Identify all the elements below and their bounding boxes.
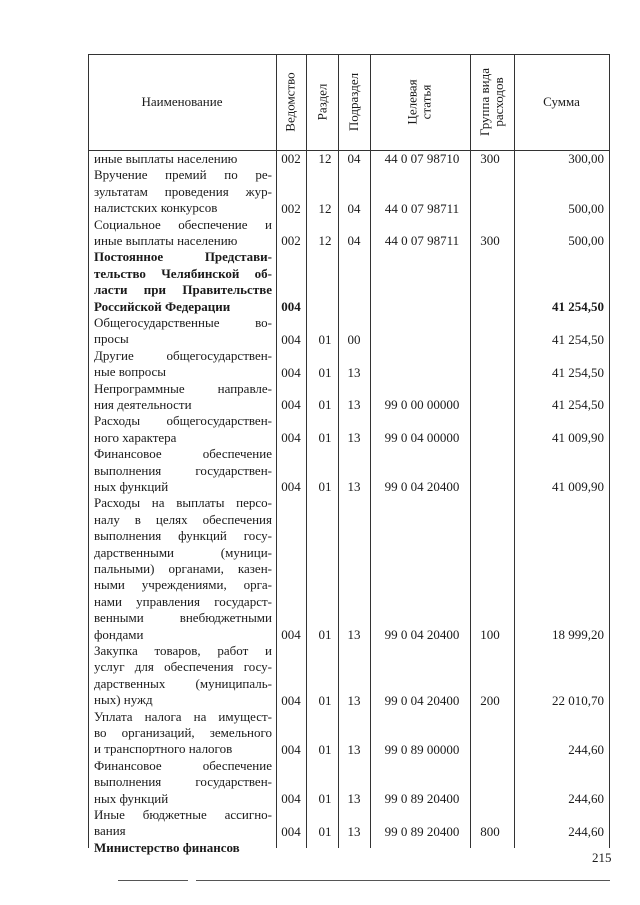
cell-razdel: 01 <box>318 692 332 708</box>
row-name <box>94 758 272 807</box>
cell-ved: 004 <box>281 331 301 347</box>
cell-podrazdel: 13 <box>347 823 361 839</box>
row-name <box>94 840 272 856</box>
cell-razdel: 01 <box>318 364 332 380</box>
cell-ved: 004 <box>281 626 301 642</box>
row-name-line: выполнения функций госу- <box>94 528 272 544</box>
row-name-line: фондами <box>94 626 144 642</box>
header-razdel <box>306 54 338 150</box>
row-name-line: Уплата налога на имущест- <box>94 708 272 724</box>
cell-summa: 41 009,90 <box>552 430 604 446</box>
cell-celevaya: 44 0 07 98711 <box>384 200 460 216</box>
header-gruppa-text <box>478 68 506 136</box>
cell-podrazdel: 13 <box>347 397 361 413</box>
cell-summa: 41 254,50 <box>552 364 604 380</box>
cell-summa: 300,00 <box>568 151 604 167</box>
row-name-line: ные вопросы <box>94 364 167 380</box>
row-name <box>94 348 272 381</box>
header-summa-text: Сумма <box>543 94 580 109</box>
cell-summa: 41 254,50 <box>552 298 604 314</box>
row-name-line: дарственными (муници- <box>94 544 272 560</box>
row-name <box>94 446 272 495</box>
row-name <box>94 807 272 840</box>
cell-podrazdel: 13 <box>347 479 361 495</box>
header-ved <box>276 54 306 150</box>
cell-summa: 41 254,50 <box>552 331 604 347</box>
cell-razdel: 01 <box>318 479 332 495</box>
row-name-line: ния деятельности <box>94 397 192 412</box>
cell-razdel: 01 <box>318 790 332 806</box>
cell-summa: 244,60 <box>568 790 604 806</box>
table-row <box>0 151 640 167</box>
row-name-line: Расходы на выплаты персо- <box>94 495 272 511</box>
cell-ved: 004 <box>281 430 301 446</box>
header-name <box>88 54 276 150</box>
cell-ved: 002 <box>281 151 301 167</box>
cell-ved: 004 <box>281 364 301 380</box>
cell-celevaya: 99 0 04 20400 <box>384 479 460 495</box>
header-summa <box>514 54 609 150</box>
table-row <box>0 840 640 856</box>
cell-ved: 004 <box>281 298 301 314</box>
row-name-line: пальными) органами, казен- <box>94 561 272 577</box>
cell-razdel: 01 <box>318 626 332 642</box>
cell-celevaya: 99 0 04 00000 <box>384 430 460 446</box>
table-row <box>0 643 640 709</box>
header-name-text: Наименование <box>141 94 223 109</box>
cell-podrazdel: 13 <box>347 626 361 642</box>
cell-ved: 004 <box>281 692 301 708</box>
table-row <box>0 249 640 315</box>
row-name-line: ных функций <box>94 479 169 494</box>
cell-ved: 004 <box>281 823 301 839</box>
table-row <box>0 807 640 840</box>
cell-razdel: 12 <box>318 200 332 216</box>
cell-celevaya: 99 0 89 00000 <box>384 741 460 757</box>
row-name-line: ласти при Правительстве <box>94 282 272 298</box>
cell-summa: 500,00 <box>568 233 604 249</box>
row-name-line: Социальное обеспечение и <box>94 216 272 232</box>
cell-celevaya: 99 0 89 20400 <box>384 823 460 839</box>
cell-summa: 41 009,90 <box>552 479 604 495</box>
table-row <box>0 348 640 381</box>
row-name-line: во организаций, земельного <box>94 725 272 740</box>
cell-razdel: 01 <box>318 430 332 446</box>
row-name-line: Постоянное Представи- <box>94 249 272 265</box>
header-celevaya-line-2: статья <box>418 84 434 120</box>
row-name-line: Министерство финансов <box>94 839 240 855</box>
row-name-line: Вручение премий по ре- <box>94 167 272 183</box>
cell-ved: 004 <box>281 397 301 413</box>
row-name-line: налу в целях обеспечения <box>94 511 272 527</box>
cell-gruppa: 800 <box>480 823 500 839</box>
cell-podrazdel: 04 <box>347 200 361 216</box>
cell-ved: 004 <box>281 790 301 806</box>
row-name-line: налистских конкурсов <box>94 200 218 216</box>
row-name-line: ных функций <box>94 790 169 806</box>
row-name-line: Общегосударственные во- <box>94 315 272 330</box>
row-name-line: выполнения государствен- <box>94 774 272 790</box>
cell-gruppa: 200 <box>480 692 500 708</box>
cell-razdel: 01 <box>318 741 332 757</box>
table-row <box>0 167 640 216</box>
row-name-line: ными учреждениями, орга- <box>94 577 272 593</box>
row-name <box>94 381 272 414</box>
row-name-line: и транспортного налогов <box>94 741 233 757</box>
cell-summa: 500,00 <box>568 200 604 216</box>
row-name-line: ного характера <box>94 429 177 445</box>
cell-razdel: 01 <box>318 823 332 839</box>
cell-podrazdel: 13 <box>347 790 361 806</box>
page-number: 215 <box>592 850 612 865</box>
row-name-line: тельство Челябинской об- <box>94 265 272 281</box>
row-name-line: выполнения государствен- <box>94 462 272 478</box>
cell-ved: 004 <box>281 479 301 495</box>
table-row <box>0 709 640 758</box>
row-name-line: иные выплаты населению <box>94 233 238 248</box>
cell-celevaya: 99 0 04 20400 <box>384 626 460 642</box>
row-name-line: Российской Федерации <box>94 298 231 314</box>
row-name <box>94 217 272 250</box>
header-gruppa <box>470 54 514 150</box>
table-row <box>0 758 640 807</box>
row-name-line: вания <box>94 823 126 839</box>
row-name-line: просы <box>94 331 129 347</box>
table-row <box>0 413 640 446</box>
cell-summa: 22 010,70 <box>552 692 604 708</box>
cell-podrazdel: 13 <box>347 741 361 757</box>
cell-razdel: 12 <box>318 151 332 167</box>
row-name-line: зультатам проведения жур- <box>94 183 272 199</box>
header-podrazdel <box>338 54 370 150</box>
cell-podrazdel: 13 <box>347 692 361 708</box>
cell-celevaya: 44 0 07 98711 <box>384 233 460 249</box>
row-name-line: услуг для обеспечения госу- <box>94 659 272 675</box>
header-celevaya <box>370 54 470 150</box>
cell-celevaya: 44 0 07 98710 <box>384 151 460 167</box>
cell-podrazdel: 04 <box>347 151 361 167</box>
row-name-line: нами управления государст- <box>94 593 272 609</box>
row-name <box>94 315 272 348</box>
table-row <box>0 381 640 414</box>
cell-ved: 002 <box>281 200 301 216</box>
row-name <box>94 167 272 216</box>
table-row <box>0 217 640 250</box>
table-row <box>0 495 640 643</box>
row-name-line: венными внебюджетными <box>94 610 272 626</box>
cell-gruppa: 100 <box>480 626 500 642</box>
header-razdel-text: Раздел <box>314 83 329 121</box>
row-name-line: Непрограммные направле- <box>94 380 272 396</box>
cell-gruppa: 300 <box>480 151 500 167</box>
row-name-line: ных) нужд <box>94 692 153 708</box>
table-row <box>0 446 640 495</box>
row-name-line: Финансовое обеспечение <box>94 757 272 773</box>
header-celevaya-text <box>406 79 434 124</box>
row-name-line: Другие общегосударствен- <box>94 347 272 363</box>
row-name-line: дарственных (муниципаль- <box>94 675 272 691</box>
cell-razdel: 12 <box>318 233 332 249</box>
cell-podrazdel: 13 <box>347 364 361 380</box>
row-name <box>94 643 272 709</box>
cell-celevaya: 99 0 04 20400 <box>384 692 460 708</box>
cell-gruppa: 300 <box>480 233 500 249</box>
cell-summa: 244,60 <box>568 741 604 757</box>
cell-podrazdel: 04 <box>347 233 361 249</box>
cell-summa: 41 254,50 <box>552 397 604 413</box>
cell-razdel: 01 <box>318 331 332 347</box>
cell-podrazdel: 13 <box>347 430 361 446</box>
cell-celevaya: 99 0 00 00000 <box>384 397 460 413</box>
header-ved-text: Ведомство <box>283 72 298 132</box>
row-name-line: Расходы общегосударствен- <box>94 413 272 429</box>
table-row <box>0 315 640 348</box>
cell-ved: 002 <box>281 233 301 249</box>
row-name-line: Иные бюджетные ассигно- <box>94 807 272 822</box>
row-name <box>94 151 272 167</box>
header-gruppa-line-1: Группа вида <box>477 68 493 136</box>
footer-rule <box>118 880 188 881</box>
row-name <box>94 249 272 315</box>
footer-rule-right <box>196 880 610 881</box>
cell-summa: 244,60 <box>568 823 604 839</box>
row-name <box>94 709 272 758</box>
row-name-line: Финансовое обеспечение <box>94 446 272 462</box>
row-name <box>94 495 272 643</box>
header-gruppa-line-2: расходов <box>491 77 507 127</box>
cell-podrazdel: 00 <box>347 331 361 347</box>
cell-summa: 18 999,20 <box>552 626 604 642</box>
cell-celevaya: 99 0 89 20400 <box>384 790 460 806</box>
header-podrazdel-text: Подраздел <box>346 72 362 132</box>
header-celevaya-line-1: Целевая <box>404 79 420 125</box>
row-name <box>94 413 272 446</box>
row-name-line: иные выплаты населению <box>94 151 238 166</box>
cell-ved: 004 <box>281 741 301 757</box>
cell-razdel: 01 <box>318 397 332 413</box>
row-name-line: Закупка товаров, работ и <box>94 643 272 658</box>
